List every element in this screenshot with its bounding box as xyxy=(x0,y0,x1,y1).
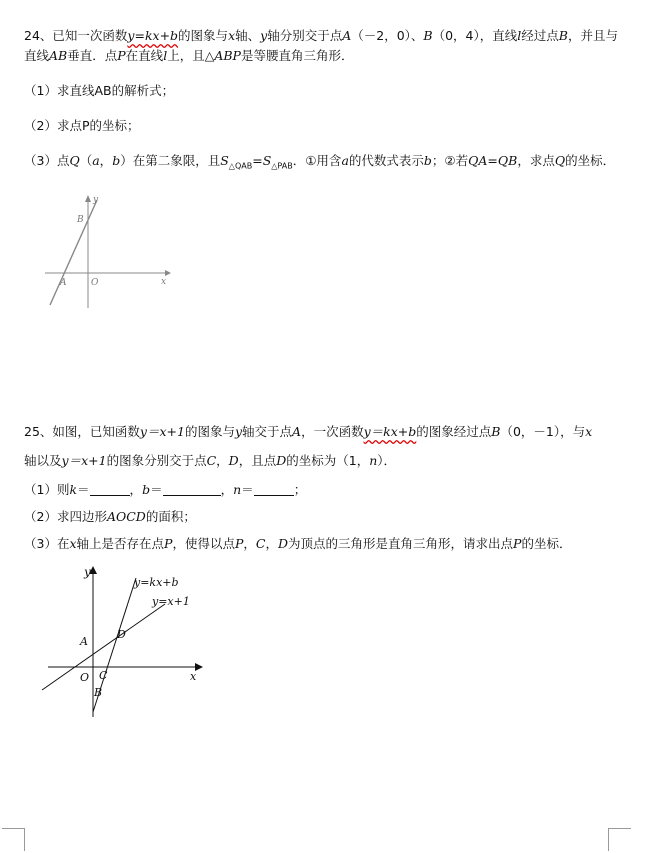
point-a: A xyxy=(292,424,302,439)
segment-qb: QB xyxy=(497,153,518,168)
q24-figure xyxy=(40,190,175,310)
label-y: y xyxy=(93,195,99,205)
text: ， xyxy=(265,536,278,551)
label-b: B xyxy=(77,215,84,225)
subscript: △PAB xyxy=(271,161,293,171)
label-o: O xyxy=(91,278,99,288)
point-p: P xyxy=(513,536,522,551)
text: 25、如图，已知函数 xyxy=(24,424,140,439)
text: 的坐标． xyxy=(565,153,616,168)
coord-b: （0，－1），与 xyxy=(500,424,586,439)
text: 是等腰直角三角形． xyxy=(240,48,354,63)
label-d: D xyxy=(117,628,126,641)
text: 、 xyxy=(410,28,424,43)
text: （1）则 xyxy=(24,482,70,497)
var-x: x xyxy=(69,536,77,551)
point-q: Q xyxy=(554,153,566,168)
coord-b: （0，4），直线 xyxy=(432,28,518,43)
text: ， xyxy=(243,536,256,551)
text: 的代数式表示 xyxy=(348,153,424,168)
text: 的坐标． xyxy=(521,536,572,551)
var-y: y xyxy=(260,28,268,43)
text: 经过点 xyxy=(521,28,559,43)
triangle-abp: ABP xyxy=(214,48,241,63)
label-x: x xyxy=(161,277,167,287)
text: 垂直．点 xyxy=(67,48,118,63)
q24-part2 xyxy=(24,118,140,134)
q24-part3 xyxy=(24,153,615,175)
point-p: P xyxy=(234,536,244,551)
text: （2）求点P的坐标； xyxy=(24,118,140,133)
line-ab xyxy=(50,200,97,305)
text: 24、已知一次函数 xyxy=(24,28,128,43)
point-a: A xyxy=(342,28,352,43)
text: ， xyxy=(129,482,143,497)
var-n: n xyxy=(369,453,378,468)
text: ）． xyxy=(377,453,397,468)
text: ； xyxy=(293,482,307,497)
q24-line2 xyxy=(24,48,353,64)
var-k: k xyxy=(69,482,78,497)
q24-line1 xyxy=(24,28,618,44)
text: 的面积； xyxy=(145,509,196,524)
var-y: y xyxy=(234,424,243,439)
var-n: n xyxy=(233,482,242,497)
x-axis-arrow xyxy=(165,270,171,276)
segment-ab: AB xyxy=(49,48,68,63)
equation-ykxb: y=kx+b xyxy=(127,28,179,43)
text: ．①用含 xyxy=(292,153,342,168)
line-l: l xyxy=(517,28,522,43)
q25-part3 xyxy=(24,536,571,552)
text: （2）求四边形 xyxy=(24,509,107,524)
text: ， xyxy=(216,453,229,468)
q25-part2 xyxy=(24,509,196,525)
coord-a: （－2，0） xyxy=(351,28,411,43)
area-s: S xyxy=(220,153,229,168)
point-d: D xyxy=(276,453,287,468)
point-q: Q xyxy=(69,153,80,168)
text: 轴以及 xyxy=(24,453,62,468)
point-b: B xyxy=(558,28,568,43)
corner-mark-left xyxy=(2,828,25,851)
equation-ykxb: y＝kx+b xyxy=(363,424,417,439)
text: ， xyxy=(99,153,113,168)
text: （3）点 xyxy=(24,153,70,168)
text: 上，且△ xyxy=(167,48,215,63)
label-o: O xyxy=(80,671,90,684)
label-a: A xyxy=(80,635,88,648)
var-b: b xyxy=(142,482,151,497)
text: （ xyxy=(79,153,93,168)
text: ＝ xyxy=(241,482,254,497)
point-c: C xyxy=(206,453,217,468)
point-b: B xyxy=(491,424,501,439)
text: ，并且与 xyxy=(567,28,618,43)
text: 的图象与 xyxy=(184,424,235,439)
corner-mark-right xyxy=(608,828,631,851)
quad-aocd: AOCD xyxy=(106,509,146,524)
answer-blank-b[interactable] xyxy=(163,483,221,496)
point-p: P xyxy=(117,48,126,63)
text: ；②若 xyxy=(431,153,469,168)
text: ）在第二象限，且 xyxy=(120,153,221,168)
text: ，求点 xyxy=(517,153,555,168)
var-b: b xyxy=(112,153,121,168)
text: 的坐标为（1， xyxy=(286,453,370,468)
answer-blank-n[interactable] xyxy=(254,483,294,496)
text: 轴上是否存在点 xyxy=(76,536,165,551)
line-l: l xyxy=(163,48,168,63)
area-s: S xyxy=(262,153,272,168)
var-x: x xyxy=(585,424,593,439)
text: ，一次函数 xyxy=(301,424,364,439)
label-line-yx1: y=x+1 xyxy=(152,595,190,608)
text: 的图象与 xyxy=(178,28,229,43)
text: 的图象分别交于点 xyxy=(106,453,207,468)
label-c: C xyxy=(99,669,108,682)
point-b: B xyxy=(423,28,433,43)
point-p: P xyxy=(164,536,173,551)
label-y: y xyxy=(84,565,91,579)
text: ，使得以点 xyxy=(172,536,235,551)
text: 轴分别交于点 xyxy=(267,28,343,43)
text: ＝ xyxy=(77,482,90,497)
equation-yx1: y＝x+1 xyxy=(139,424,185,439)
text: = xyxy=(487,153,498,168)
text: 直线 xyxy=(24,48,50,63)
text: 在直线 xyxy=(125,48,164,63)
var-a: a xyxy=(341,153,349,168)
subscript: △QAB xyxy=(228,161,253,171)
text: = xyxy=(252,153,263,168)
text: ，且点 xyxy=(238,453,277,468)
point-c: C xyxy=(255,536,266,551)
q25-line2 xyxy=(24,453,396,469)
equation-yx1: y＝x+1 xyxy=(61,453,107,468)
point-d: D xyxy=(228,453,239,468)
text: ＝ xyxy=(150,482,163,497)
var-a: a xyxy=(92,153,100,168)
var-b: b xyxy=(423,153,432,168)
answer-blank-k[interactable] xyxy=(90,483,130,496)
text: 的图象经过点 xyxy=(416,424,492,439)
q25-line1 xyxy=(24,424,592,440)
y-axis-arrow xyxy=(85,195,91,202)
segment-qa: QA xyxy=(468,153,488,168)
text: 轴、 xyxy=(235,28,261,43)
q24-part1 xyxy=(24,83,174,99)
label-b: B xyxy=(94,686,103,699)
label-line-ykxb: y=kx+b xyxy=(134,576,179,589)
label-x: x xyxy=(190,670,197,683)
q25-part1 xyxy=(24,482,306,498)
text: ， xyxy=(220,482,234,497)
text: （1）求直线AB的解析式； xyxy=(24,83,175,98)
text: （3）在 xyxy=(24,536,70,551)
text: 为顶点的三角形是直角三角形，请求出点 xyxy=(288,536,514,551)
label-a: A xyxy=(60,278,67,288)
point-d: D xyxy=(278,536,289,551)
q25-figure xyxy=(40,562,215,722)
text: 轴交于点 xyxy=(242,424,293,439)
var-x: x xyxy=(228,28,236,43)
